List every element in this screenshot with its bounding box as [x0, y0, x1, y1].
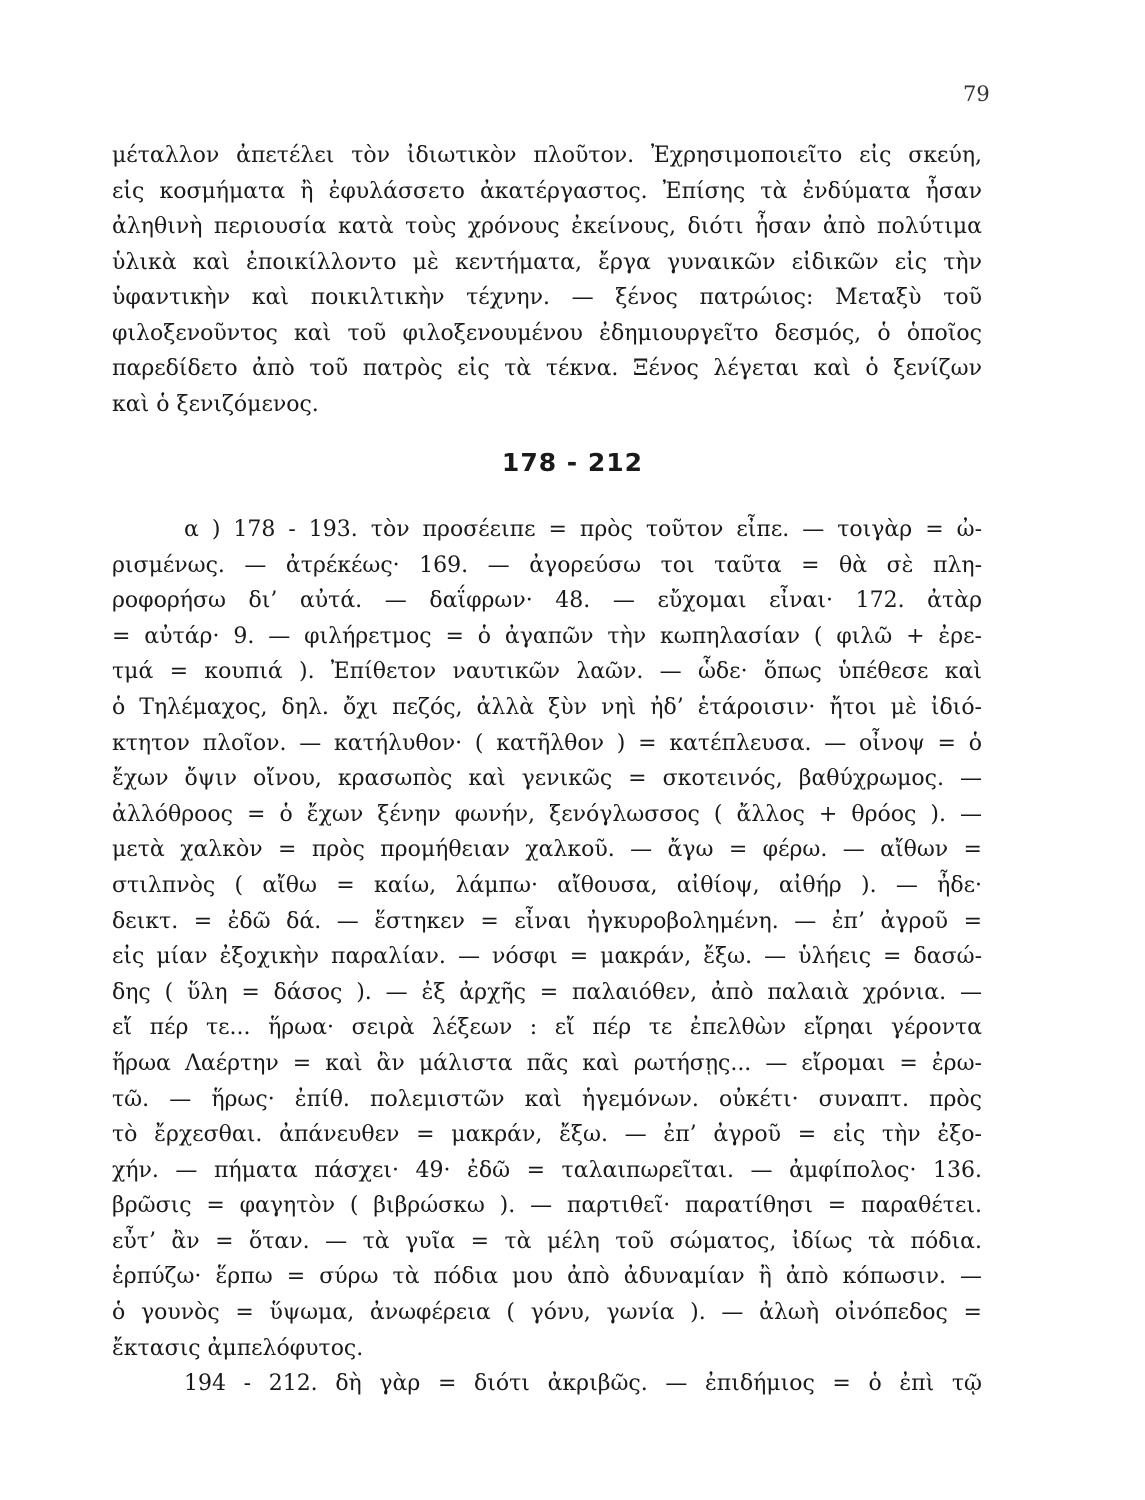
text-line: ρισμένως. — ἀτρέκέως· 169. — ἀγορεύσω τοι ταῦτα = θὰ σὲ πλη- — [112, 552, 982, 578]
text-line: τὸ ἔρχεσθαι. ἀπάνευθεν = μακράν, ἔξω. — ἐπ’ ἀγροῦ = εἰς τὴν ἐξο- — [112, 1122, 982, 1148]
text-line: ἀληθινὴ περιουσία κατὰ τοὺς χρόνους ἐκείνους, διότι ἦσαν ἀπὸ πολύτιμα — [112, 214, 982, 239]
page-number: 79 — [963, 82, 990, 106]
text-line: μετὰ χαλκὸν = πρὸς προμήθειαν χαλκοῦ. — ἄγω = φέρω. — αἴθων = — [112, 837, 982, 863]
text-line: ὁ γουνὸς = ὕψωμα, ἀνωφέρεια ( γόνυ, γωνία ). — ἀλωὴ οἰνόπεδος = — [112, 1300, 982, 1326]
text-line: ροφορήσω δι’ αὐτά. — δαΐφρων· 48. — εὔχομαι εἶναι· 172. ἀτὰρ — [112, 588, 982, 614]
commentary-paragraph — [112, 512, 982, 1402]
text-line: ἑρπύζω· ἕρπω = σύρω τὰ πόδια μου ἀπὸ ἀδυναμίαν ἢ ἀπὸ κόπωσιν. — — [112, 1264, 982, 1290]
section-heading: 178 - 212 — [501, 448, 644, 477]
text-line: καὶ ὁ ξενιζόμενος. — [112, 391, 319, 417]
text-line: ὑφαντικὴν καὶ ποικιλτικὴν τέχνην. — ξένος πατρώιος: Μεταξὺ τοῦ — [112, 285, 982, 310]
text-line: ἥρωα Λαέρτην = καὶ ἂν μάλιστα πᾶς καὶ ρωτήσῃς... — εἴρομαι = ἐρω- — [112, 1050, 982, 1076]
text-line: ὁ Τηλέμαχος, δηλ. ὄχι πεζός, ἀλλὰ ξὺν νηὶ ἠδ’ ἑτάροισιν· ἤτοι μὲ ἰδιό- — [112, 694, 982, 720]
text-line: τῶ. — ἥρως· ἐπίθ. πολεμιστῶν καὶ ἡγεμόνων. οὐκέτι· συναπτ. πρὸς — [112, 1086, 982, 1112]
text-line: εἴ πέρ τε... ἥρωα· σειρὰ λέξεων : εἴ πέρ τε ἐπελθὼν εἴρηαι γέροντα — [112, 1015, 982, 1041]
text-line: ἔκτασις ἀμπελόφυτος. — [112, 1335, 364, 1361]
text-line: βρῶσις = φαγητὸν ( βιβρώσκω ). — παρτιθεῖ· παρατίθησι = παραθέτει. — [112, 1193, 982, 1219]
text-line: εἰς κοσμήματα ἢ ἐφυλάσσετο ἀκατέργαστος. Ἐπίσης τὰ ἐνδύματα ἦσαν — [112, 178, 982, 204]
text-line: ἀλλόθροος = ὁ ἔχων ξένην φωνήν, ξενόγλωσσος ( ἄλλος + θρόος ). — — [112, 801, 982, 827]
text-line: = αὐτάρ· 9. — φιλήρετμος = ὁ ἀγαπῶν τὴν κωπηλασίαν ( φιλῶ + ἐρε- — [112, 623, 982, 649]
text-line: χήν. — πήματα πάσχει· 49· ἐδῶ = ταλαιπωρεῖται. — ἀμφίπολος· 136. — [112, 1157, 982, 1183]
text-line: δης ( ὕλη = δάσος ). — ἐξ ἀρχῆς = παλαιόθεν, ἀπὸ παλαιὰ χρόνια. — — [112, 979, 982, 1005]
text-line: α ) 178 - 193. τὸν προσέειπε = πρὸς τοῦτον εἶπε. — τοιγὰρ = ὠ- — [184, 517, 982, 542]
text-line: στιλπνὸς ( αἴθω = καίω, λάμπω· αἴθουσα, αἰθίοψ, αἰθήρ ). — ἦδε· — [112, 872, 982, 898]
text-line: 194 - 212. δὴ γὰρ = διότι ἀκριβῶς. — ἐπιδήμιος = ὁ ἐπὶ τῷ — [184, 1371, 982, 1397]
text-line: τμά = κουπιά ). Ἐπίθετον ναυτικῶν λαῶν. — ὧδε· ὅπως ὑπέθεσε καὶ — [112, 659, 982, 685]
intro-paragraph — [112, 138, 982, 422]
text-line: παρεδίδετο ἀπὸ τοῦ πατρὸς εἰς τὰ τέκνα. Ξένος λέγεται καὶ ὁ ξενίζων — [112, 356, 982, 381]
text-line: ὑλικὰ καὶ ἐποικίλλοντο μὲ κεντήματα, ἔργα γυναικῶν εἰδικῶν εἰς τὴν — [112, 249, 982, 275]
text-line: εἰς μίαν ἐξοχικὴν παραλίαν. — νόσφι = μακράν, ἔξω. — ὑλήεις = δασώ- — [112, 944, 982, 970]
text-line: μέταλλον ἀπετέλει τὸν ἰδιωτικὸν πλοῦτον. Ἐχρησιμοποιεῖτο εἰς σκεύη, — [112, 143, 982, 168]
text-line: κτητον πλοῖον. — κατήλυθον· ( κατῆλθον ) = κατέπλευσα. — οἶνοψ = ὁ — [112, 730, 982, 756]
text-line: δεικτ. = ἐδῶ δά. — ἕστηκεν = εἶναι ἠγκυροβολημένη. — ἐπ’ ἀγροῦ = — [112, 908, 982, 934]
text-line: ἔχων ὄψιν οἴνου, κρασωπὸς καὶ γενικῶς = σκοτεινός, βαθύχρωμος. — — [112, 766, 982, 792]
text-line: εὖτ’ ἂν = ὅταν. — τὰ γυῖα = τὰ μέλη τοῦ σώματος, ἰδίως τὰ πόδια. — [112, 1228, 982, 1254]
text-line: φιλοξενοῦντος καὶ τοῦ φιλοξενουμένου ἐδημιουργεῖτο δεσμός, ὁ ὁποῖος — [112, 320, 982, 346]
section-heading-container — [0, 448, 1145, 477]
